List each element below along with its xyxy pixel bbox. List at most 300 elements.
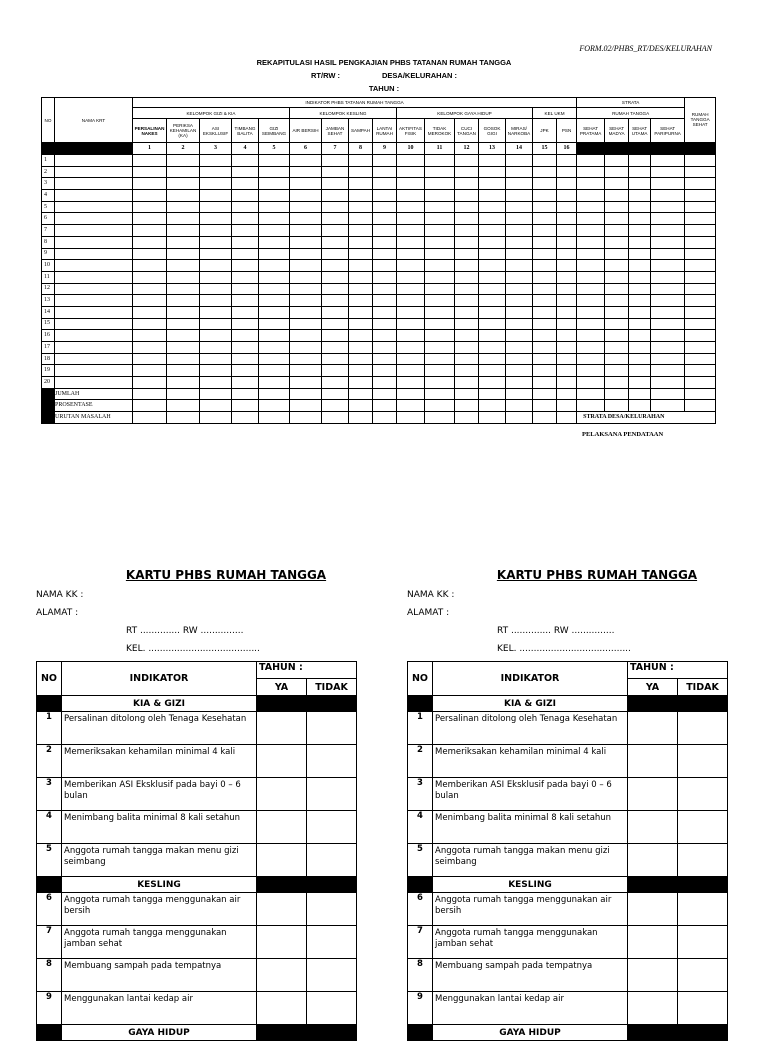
rekap-cell[interactable] bbox=[397, 155, 425, 167]
kartu-tidak-cell[interactable] bbox=[678, 926, 728, 959]
rekap-cell[interactable] bbox=[577, 271, 605, 283]
rekap-cell[interactable] bbox=[685, 342, 716, 354]
rekap-cell[interactable] bbox=[55, 318, 133, 330]
rekap-cell[interactable] bbox=[55, 295, 133, 307]
rekap-cell[interactable] bbox=[425, 295, 455, 307]
rekap-cell[interactable] bbox=[259, 201, 290, 213]
rekap-cell[interactable] bbox=[533, 155, 557, 167]
rekap-cell[interactable] bbox=[397, 248, 425, 260]
rekap-cell[interactable] bbox=[455, 190, 479, 202]
kartu-tidak-cell[interactable] bbox=[678, 959, 728, 992]
rekap-cell[interactable] bbox=[533, 271, 557, 283]
rekap-cell[interactable] bbox=[479, 236, 506, 248]
rekap-cell[interactable] bbox=[651, 271, 685, 283]
kartu-tidak-cell[interactable] bbox=[307, 844, 357, 877]
rekap-cell[interactable] bbox=[629, 190, 651, 202]
rekap-cell[interactable] bbox=[232, 330, 259, 342]
rekap-cell[interactable] bbox=[629, 201, 651, 213]
rekap-cell[interactable] bbox=[290, 306, 322, 318]
rekap-cell[interactable] bbox=[55, 260, 133, 272]
rekap-cell[interactable] bbox=[425, 236, 455, 248]
rekap-cell[interactable] bbox=[557, 190, 577, 202]
rekap-cell[interactable] bbox=[200, 225, 232, 237]
rekap-cell[interactable] bbox=[322, 155, 349, 167]
rekap-cell[interactable] bbox=[651, 295, 685, 307]
kartu-ya-cell[interactable] bbox=[628, 811, 678, 844]
rekap-cell[interactable] bbox=[577, 225, 605, 237]
kartu-ya-cell[interactable] bbox=[257, 745, 307, 778]
rekap-cell[interactable] bbox=[55, 283, 133, 295]
kartu-ya-cell[interactable] bbox=[257, 992, 307, 1025]
rekap-cell[interactable] bbox=[232, 271, 259, 283]
rekap-cell[interactable] bbox=[133, 271, 167, 283]
rekap-cell[interactable] bbox=[479, 190, 506, 202]
rekap-cell[interactable] bbox=[605, 178, 629, 190]
rekap-cell[interactable] bbox=[651, 201, 685, 213]
rekap-cell[interactable] bbox=[557, 166, 577, 178]
rekap-cell[interactable] bbox=[322, 260, 349, 272]
rekap-cell[interactable] bbox=[577, 330, 605, 342]
rekap-cell[interactable] bbox=[629, 295, 651, 307]
rekap-cell[interactable] bbox=[133, 236, 167, 248]
kartu-tidak-cell[interactable] bbox=[307, 926, 357, 959]
rekap-cell[interactable] bbox=[259, 166, 290, 178]
rekap-cell[interactable] bbox=[629, 178, 651, 190]
rekap-cell[interactable] bbox=[167, 190, 200, 202]
rekap-cell[interactable] bbox=[629, 260, 651, 272]
rekap-cell[interactable] bbox=[397, 201, 425, 213]
rekap-cell[interactable] bbox=[290, 318, 322, 330]
rekap-cell[interactable] bbox=[397, 190, 425, 202]
rekap-cell[interactable] bbox=[373, 353, 397, 365]
rekap-cell[interactable] bbox=[349, 248, 373, 260]
rekap-cell[interactable] bbox=[629, 271, 651, 283]
rekap-cell[interactable] bbox=[55, 377, 133, 389]
rekap-cell[interactable] bbox=[455, 318, 479, 330]
rekap-cell[interactable] bbox=[200, 295, 232, 307]
rekap-cell[interactable] bbox=[425, 353, 455, 365]
rekap-cell[interactable] bbox=[629, 155, 651, 167]
rekap-cell[interactable] bbox=[533, 353, 557, 365]
rekap-cell[interactable] bbox=[290, 225, 322, 237]
rekap-cell[interactable] bbox=[200, 166, 232, 178]
rekap-cell[interactable] bbox=[506, 330, 533, 342]
rekap-cell[interactable] bbox=[506, 365, 533, 377]
rekap-cell[interactable] bbox=[425, 201, 455, 213]
rekap-cell[interactable] bbox=[349, 155, 373, 167]
rekap-cell[interactable] bbox=[232, 260, 259, 272]
rekap-cell[interactable] bbox=[479, 318, 506, 330]
rekap-cell[interactable] bbox=[455, 342, 479, 354]
rekap-cell[interactable] bbox=[200, 353, 232, 365]
rekap-cell[interactable] bbox=[349, 201, 373, 213]
rekap-cell[interactable] bbox=[479, 365, 506, 377]
rekap-cell[interactable] bbox=[290, 283, 322, 295]
rekap-cell[interactable] bbox=[259, 225, 290, 237]
rekap-cell[interactable] bbox=[506, 283, 533, 295]
rekap-cell[interactable] bbox=[685, 236, 716, 248]
rekap-cell[interactable] bbox=[259, 178, 290, 190]
rekap-cell[interactable] bbox=[533, 166, 557, 178]
rekap-cell[interactable] bbox=[349, 190, 373, 202]
rekap-cell[interactable] bbox=[533, 178, 557, 190]
rekap-cell[interactable] bbox=[577, 342, 605, 354]
rekap-cell[interactable] bbox=[232, 365, 259, 377]
rekap-cell[interactable] bbox=[557, 260, 577, 272]
rekap-cell[interactable] bbox=[322, 295, 349, 307]
rekap-cell[interactable] bbox=[629, 365, 651, 377]
rekap-cell[interactable] bbox=[629, 318, 651, 330]
rekap-cell[interactable] bbox=[232, 318, 259, 330]
rekap-cell[interactable] bbox=[651, 342, 685, 354]
rekap-cell[interactable] bbox=[605, 236, 629, 248]
rekap-cell[interactable] bbox=[577, 365, 605, 377]
rekap-cell[interactable] bbox=[629, 306, 651, 318]
rekap-cell[interactable] bbox=[349, 236, 373, 248]
rekap-cell[interactable] bbox=[200, 190, 232, 202]
rekap-cell[interactable] bbox=[55, 225, 133, 237]
rekap-cell[interactable] bbox=[373, 330, 397, 342]
rekap-cell[interactable] bbox=[200, 283, 232, 295]
rekap-cell[interactable] bbox=[397, 353, 425, 365]
kartu-tidak-cell[interactable] bbox=[678, 893, 728, 926]
rekap-cell[interactable] bbox=[373, 178, 397, 190]
rekap-cell[interactable] bbox=[629, 353, 651, 365]
rekap-cell[interactable] bbox=[55, 190, 133, 202]
rekap-cell[interactable] bbox=[133, 155, 167, 167]
rekap-cell[interactable] bbox=[200, 342, 232, 354]
rekap-cell[interactable] bbox=[167, 318, 200, 330]
rekap-cell[interactable] bbox=[605, 190, 629, 202]
kartu-ya-cell[interactable] bbox=[628, 712, 678, 745]
rekap-cell[interactable] bbox=[455, 330, 479, 342]
rekap-cell[interactable] bbox=[685, 271, 716, 283]
rekap-cell[interactable] bbox=[167, 377, 200, 389]
rekap-cell[interactable] bbox=[506, 260, 533, 272]
rekap-cell[interactable] bbox=[55, 330, 133, 342]
rekap-cell[interactable] bbox=[506, 353, 533, 365]
rekap-cell[interactable] bbox=[685, 377, 716, 389]
rekap-cell[interactable] bbox=[259, 190, 290, 202]
rekap-cell[interactable] bbox=[425, 190, 455, 202]
rekap-cell[interactable] bbox=[397, 318, 425, 330]
rekap-cell[interactable] bbox=[232, 283, 259, 295]
rekap-cell[interactable] bbox=[55, 306, 133, 318]
rekap-cell[interactable] bbox=[167, 353, 200, 365]
rekap-cell[interactable] bbox=[557, 155, 577, 167]
rekap-cell[interactable] bbox=[349, 377, 373, 389]
rekap-cell[interactable] bbox=[506, 155, 533, 167]
rekap-cell[interactable] bbox=[232, 236, 259, 248]
rekap-cell[interactable] bbox=[455, 248, 479, 260]
rekap-cell[interactable] bbox=[290, 166, 322, 178]
rekap-cell[interactable] bbox=[533, 236, 557, 248]
rekap-cell[interactable] bbox=[479, 178, 506, 190]
rekap-cell[interactable] bbox=[577, 353, 605, 365]
rekap-cell[interactable] bbox=[605, 225, 629, 237]
rekap-cell[interactable] bbox=[133, 306, 167, 318]
rekap-cell[interactable] bbox=[349, 271, 373, 283]
rekap-cell[interactable] bbox=[425, 178, 455, 190]
rekap-cell[interactable] bbox=[577, 283, 605, 295]
rekap-cell[interactable] bbox=[479, 213, 506, 225]
rekap-cell[interactable] bbox=[322, 318, 349, 330]
rekap-cell[interactable] bbox=[259, 248, 290, 260]
kartu-tidak-cell[interactable] bbox=[678, 778, 728, 811]
rekap-cell[interactable] bbox=[533, 283, 557, 295]
rekap-cell[interactable] bbox=[133, 330, 167, 342]
rekap-cell[interactable] bbox=[533, 201, 557, 213]
rekap-cell[interactable] bbox=[557, 271, 577, 283]
rekap-cell[interactable] bbox=[232, 353, 259, 365]
rekap-cell[interactable] bbox=[349, 283, 373, 295]
rekap-cell[interactable] bbox=[506, 213, 533, 225]
rekap-cell[interactable] bbox=[55, 178, 133, 190]
kartu-ya-cell[interactable] bbox=[628, 745, 678, 778]
rekap-cell[interactable] bbox=[577, 306, 605, 318]
rekap-cell[interactable] bbox=[685, 353, 716, 365]
rekap-cell[interactable] bbox=[605, 342, 629, 354]
rekap-cell[interactable] bbox=[167, 213, 200, 225]
rekap-cell[interactable] bbox=[685, 178, 716, 190]
rekap-cell[interactable] bbox=[455, 295, 479, 307]
rekap-cell[interactable] bbox=[322, 365, 349, 377]
rekap-cell[interactable] bbox=[425, 155, 455, 167]
rekap-cell[interactable] bbox=[629, 342, 651, 354]
rekap-cell[interactable] bbox=[425, 342, 455, 354]
rekap-cell[interactable] bbox=[290, 236, 322, 248]
rekap-cell[interactable] bbox=[232, 178, 259, 190]
rekap-cell[interactable] bbox=[373, 271, 397, 283]
rekap-cell[interactable] bbox=[200, 271, 232, 283]
rekap-cell[interactable] bbox=[629, 248, 651, 260]
kartu-ya-cell[interactable] bbox=[257, 811, 307, 844]
rekap-cell[interactable] bbox=[605, 306, 629, 318]
rekap-cell[interactable] bbox=[349, 342, 373, 354]
rekap-cell[interactable] bbox=[133, 213, 167, 225]
rekap-cell[interactable] bbox=[577, 155, 605, 167]
rekap-cell[interactable] bbox=[455, 260, 479, 272]
kartu-tidak-cell[interactable] bbox=[307, 778, 357, 811]
kartu-tidak-cell[interactable] bbox=[307, 811, 357, 844]
rekap-cell[interactable] bbox=[322, 178, 349, 190]
rekap-cell[interactable] bbox=[322, 236, 349, 248]
rekap-cell[interactable] bbox=[577, 190, 605, 202]
rekap-cell[interactable] bbox=[259, 155, 290, 167]
rekap-cell[interactable] bbox=[200, 306, 232, 318]
rekap-cell[interactable] bbox=[397, 260, 425, 272]
rekap-cell[interactable] bbox=[397, 166, 425, 178]
rekap-cell[interactable] bbox=[290, 330, 322, 342]
rekap-cell[interactable] bbox=[200, 377, 232, 389]
kartu-ya-cell[interactable] bbox=[628, 992, 678, 1025]
rekap-cell[interactable] bbox=[232, 213, 259, 225]
rekap-cell[interactable] bbox=[167, 236, 200, 248]
rekap-cell[interactable] bbox=[290, 365, 322, 377]
rekap-cell[interactable] bbox=[605, 201, 629, 213]
rekap-cell[interactable] bbox=[322, 166, 349, 178]
kartu-tidak-cell[interactable] bbox=[307, 893, 357, 926]
rekap-cell[interactable] bbox=[55, 201, 133, 213]
rekap-cell[interactable] bbox=[55, 213, 133, 225]
rekap-cell[interactable] bbox=[651, 330, 685, 342]
rekap-cell[interactable] bbox=[651, 166, 685, 178]
rekap-cell[interactable] bbox=[133, 365, 167, 377]
rekap-cell[interactable] bbox=[200, 318, 232, 330]
rekap-cell[interactable] bbox=[290, 201, 322, 213]
rekap-cell[interactable] bbox=[133, 248, 167, 260]
rekap-cell[interactable] bbox=[232, 377, 259, 389]
rekap-cell[interactable] bbox=[349, 306, 373, 318]
rekap-cell[interactable] bbox=[425, 213, 455, 225]
rekap-cell[interactable] bbox=[557, 306, 577, 318]
rekap-cell[interactable] bbox=[133, 178, 167, 190]
rekap-cell[interactable] bbox=[259, 377, 290, 389]
rekap-cell[interactable] bbox=[685, 201, 716, 213]
kartu-ya-cell[interactable] bbox=[257, 926, 307, 959]
rekap-cell[interactable] bbox=[577, 178, 605, 190]
rekap-cell[interactable] bbox=[455, 201, 479, 213]
rekap-cell[interactable] bbox=[651, 225, 685, 237]
rekap-cell[interactable] bbox=[200, 330, 232, 342]
rekap-cell[interactable] bbox=[373, 295, 397, 307]
kartu-tidak-cell[interactable] bbox=[307, 745, 357, 778]
rekap-cell[interactable] bbox=[167, 248, 200, 260]
rekap-cell[interactable] bbox=[167, 225, 200, 237]
rekap-cell[interactable] bbox=[200, 260, 232, 272]
kartu-tidak-cell[interactable] bbox=[678, 844, 728, 877]
rekap-cell[interactable] bbox=[506, 201, 533, 213]
rekap-cell[interactable] bbox=[200, 236, 232, 248]
rekap-cell[interactable] bbox=[455, 236, 479, 248]
rekap-cell[interactable] bbox=[167, 260, 200, 272]
rekap-cell[interactable] bbox=[479, 295, 506, 307]
rekap-cell[interactable] bbox=[533, 295, 557, 307]
rekap-cell[interactable] bbox=[349, 225, 373, 237]
rekap-cell[interactable] bbox=[55, 365, 133, 377]
rekap-cell[interactable] bbox=[533, 365, 557, 377]
rekap-cell[interactable] bbox=[397, 330, 425, 342]
rekap-cell[interactable] bbox=[232, 201, 259, 213]
rekap-cell[interactable] bbox=[349, 295, 373, 307]
rekap-cell[interactable] bbox=[506, 225, 533, 237]
rekap-cell[interactable] bbox=[557, 178, 577, 190]
rekap-cell[interactable] bbox=[506, 295, 533, 307]
rekap-cell[interactable] bbox=[232, 295, 259, 307]
rekap-cell[interactable] bbox=[455, 225, 479, 237]
rekap-cell[interactable] bbox=[685, 248, 716, 260]
kartu-tidak-cell[interactable] bbox=[678, 745, 728, 778]
rekap-cell[interactable] bbox=[479, 330, 506, 342]
rekap-cell[interactable] bbox=[397, 306, 425, 318]
rekap-cell[interactable] bbox=[349, 213, 373, 225]
rekap-cell[interactable] bbox=[479, 342, 506, 354]
rekap-cell[interactable] bbox=[533, 248, 557, 260]
rekap-cell[interactable] bbox=[397, 283, 425, 295]
rekap-cell[interactable] bbox=[373, 248, 397, 260]
rekap-cell[interactable] bbox=[577, 318, 605, 330]
rekap-cell[interactable] bbox=[55, 155, 133, 167]
rekap-cell[interactable] bbox=[425, 377, 455, 389]
rekap-cell[interactable] bbox=[322, 330, 349, 342]
rekap-cell[interactable] bbox=[200, 201, 232, 213]
rekap-cell[interactable] bbox=[232, 225, 259, 237]
rekap-cell[interactable] bbox=[479, 260, 506, 272]
rekap-cell[interactable] bbox=[133, 377, 167, 389]
rekap-cell[interactable] bbox=[557, 330, 577, 342]
rekap-cell[interactable] bbox=[259, 260, 290, 272]
rekap-cell[interactable] bbox=[290, 213, 322, 225]
rekap-cell[interactable] bbox=[506, 342, 533, 354]
rekap-cell[interactable] bbox=[259, 318, 290, 330]
rekap-cell[interactable] bbox=[577, 201, 605, 213]
rekap-cell[interactable] bbox=[557, 377, 577, 389]
rekap-cell[interactable] bbox=[479, 353, 506, 365]
kartu-ya-cell[interactable] bbox=[628, 844, 678, 877]
rekap-cell[interactable] bbox=[349, 365, 373, 377]
rekap-cell[interactable] bbox=[290, 377, 322, 389]
rekap-cell[interactable] bbox=[629, 236, 651, 248]
rekap-cell[interactable] bbox=[133, 353, 167, 365]
rekap-cell[interactable] bbox=[577, 248, 605, 260]
rekap-cell[interactable] bbox=[479, 201, 506, 213]
rekap-cell[interactable] bbox=[651, 365, 685, 377]
kartu-tidak-cell[interactable] bbox=[678, 992, 728, 1025]
kartu-ya-cell[interactable] bbox=[257, 959, 307, 992]
rekap-cell[interactable] bbox=[605, 248, 629, 260]
rekap-cell[interactable] bbox=[605, 377, 629, 389]
rekap-cell[interactable] bbox=[167, 155, 200, 167]
kartu-ya-cell[interactable] bbox=[628, 778, 678, 811]
rekap-cell[interactable] bbox=[605, 213, 629, 225]
kartu-ya-cell[interactable] bbox=[257, 712, 307, 745]
rekap-cell[interactable] bbox=[373, 213, 397, 225]
rekap-cell[interactable] bbox=[133, 342, 167, 354]
kartu-ya-cell[interactable] bbox=[628, 926, 678, 959]
rekap-cell[interactable] bbox=[322, 201, 349, 213]
rekap-cell[interactable] bbox=[259, 353, 290, 365]
rekap-cell[interactable] bbox=[322, 213, 349, 225]
rekap-cell[interactable] bbox=[397, 236, 425, 248]
rekap-cell[interactable] bbox=[629, 330, 651, 342]
rekap-cell[interactable] bbox=[200, 213, 232, 225]
rekap-cell[interactable] bbox=[455, 306, 479, 318]
rekap-cell[interactable] bbox=[651, 377, 685, 389]
rekap-cell[interactable] bbox=[557, 295, 577, 307]
rekap-cell[interactable] bbox=[651, 213, 685, 225]
rekap-cell[interactable] bbox=[232, 155, 259, 167]
rekap-cell[interactable] bbox=[55, 236, 133, 248]
rekap-cell[interactable] bbox=[533, 260, 557, 272]
rekap-cell[interactable] bbox=[479, 377, 506, 389]
rekap-cell[interactable] bbox=[605, 155, 629, 167]
rekap-cell[interactable] bbox=[605, 353, 629, 365]
kartu-tidak-cell[interactable] bbox=[307, 959, 357, 992]
rekap-cell[interactable] bbox=[259, 342, 290, 354]
rekap-cell[interactable] bbox=[577, 260, 605, 272]
rekap-cell[interactable] bbox=[349, 178, 373, 190]
rekap-cell[interactable] bbox=[533, 377, 557, 389]
rekap-cell[interactable] bbox=[651, 283, 685, 295]
rekap-cell[interactable] bbox=[533, 190, 557, 202]
rekap-cell[interactable] bbox=[685, 166, 716, 178]
rekap-cell[interactable] bbox=[533, 225, 557, 237]
rekap-cell[interactable] bbox=[685, 260, 716, 272]
rekap-cell[interactable] bbox=[506, 318, 533, 330]
rekap-cell[interactable] bbox=[479, 248, 506, 260]
rekap-cell[interactable] bbox=[200, 248, 232, 260]
kartu-tidak-cell[interactable] bbox=[678, 811, 728, 844]
